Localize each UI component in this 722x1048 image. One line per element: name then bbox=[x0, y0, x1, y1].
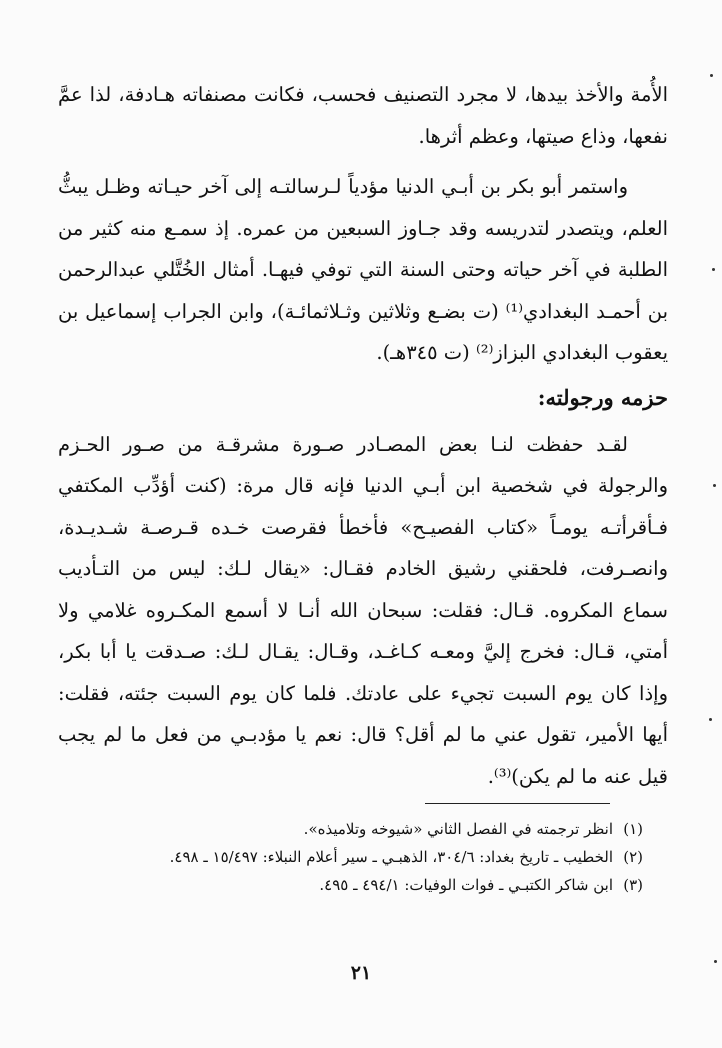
body-paragraph-3: لقـد حفظت لنـا بعض المصـادر صـورة مشرقـة من صـور الحـزم والرجولة في شخصية ابن أبـي الدنيا فإنه قال مرة: (كنت أؤدِّب المكتفي فـأقرأتـه يومـاً «كتاب الفصيـح» فأخطأ فقرصت خـده قـرصـة شـديـدة، وانصـرفت، فلحقني رشيق الخادم فقـال: «يقال لـك: ليس من التـأديب سماع المكروه. قـال: فقلت: سبحان الله أنـا لا أسمع المكـروه غلامي ولا أمتي، قـال: فخرج إليَّ ومعـه كـاغـد، وقـال: يقـال لـك: صـدقت يا أبا بكر، وإذا كان يوم السبت تجيء على عادتك. فلما كان يوم السبت جئته، فقلت: أيها الأمير، تقول عني ما لم أقل؟ قال: نعم يا مؤدبـي من فعل ما لم يجب قيل عنه ما لم يكن)⁽³⁾. bbox=[58, 432, 668, 788]
footnotes bbox=[58, 815, 643, 899]
footnote-2 bbox=[58, 843, 643, 871]
scan-mark bbox=[712, 268, 715, 271]
footnote-text: انظر ترجمته في الفصل الثاني «شيوخه وتلاميذه». bbox=[303, 820, 613, 838]
scan-mark bbox=[710, 74, 713, 77]
body-paragraph-2: واستمر أبو بكر بن أبـي الدنيا مؤدياً لـرسالتـه إلى آخر حيـاته وظـل يبثُّ العلم، ويتصدر لتدريسه وقد جـاوز السبعين من عمره. إذ سمـع منه كثير من الطلبة في آخر حياته وحتى السنة التي توفي فيهـا. أمثال الخُتَّلي عبدالرحمن بن أحمـد البغدادي⁽¹⁾ (ت بضـع وثلاثين وثـلاثمائـة)، وابن الجراب إسماعيل بن يعقوب البغدادي البزاز⁽²⁾ (ت ٣٤٥هـ). bbox=[58, 175, 669, 364]
footnote-text: ابن شاكر الكتبـي ـ فوات الوفيات: ٤٩٤/١ ـ ٤٩٥. bbox=[319, 876, 613, 894]
scan-mark bbox=[714, 960, 717, 963]
footnote-3 bbox=[58, 871, 643, 899]
footnote-number: (٣) bbox=[623, 876, 643, 894]
footnote-separator bbox=[425, 803, 610, 804]
footnote-1 bbox=[58, 815, 643, 843]
footnote-number: (٢) bbox=[623, 848, 643, 866]
main-text bbox=[58, 74, 668, 797]
body-paragraph-1: الأُمة والأخذ بيدها، لا مجرد التصنيف فحسب، فكانت مصنفاته هـادفة، لذا عمَّ نفعها، وذاع صيتها، وعظم أثرها. bbox=[58, 83, 668, 148]
footnote-number: (١) bbox=[623, 820, 643, 838]
scan-mark bbox=[713, 484, 716, 487]
footnote-text: الخطيب ـ تاريخ بغداد: ٣٠٤/٦، الذهبـي ـ سير أعلام النبلاء: ١٥/٤٩٧ ـ ٤٩٨. bbox=[169, 848, 613, 866]
page-number: ٢١ bbox=[350, 962, 372, 984]
scan-mark bbox=[709, 718, 712, 721]
section-heading: حزمه ورجولته: bbox=[537, 384, 668, 410]
